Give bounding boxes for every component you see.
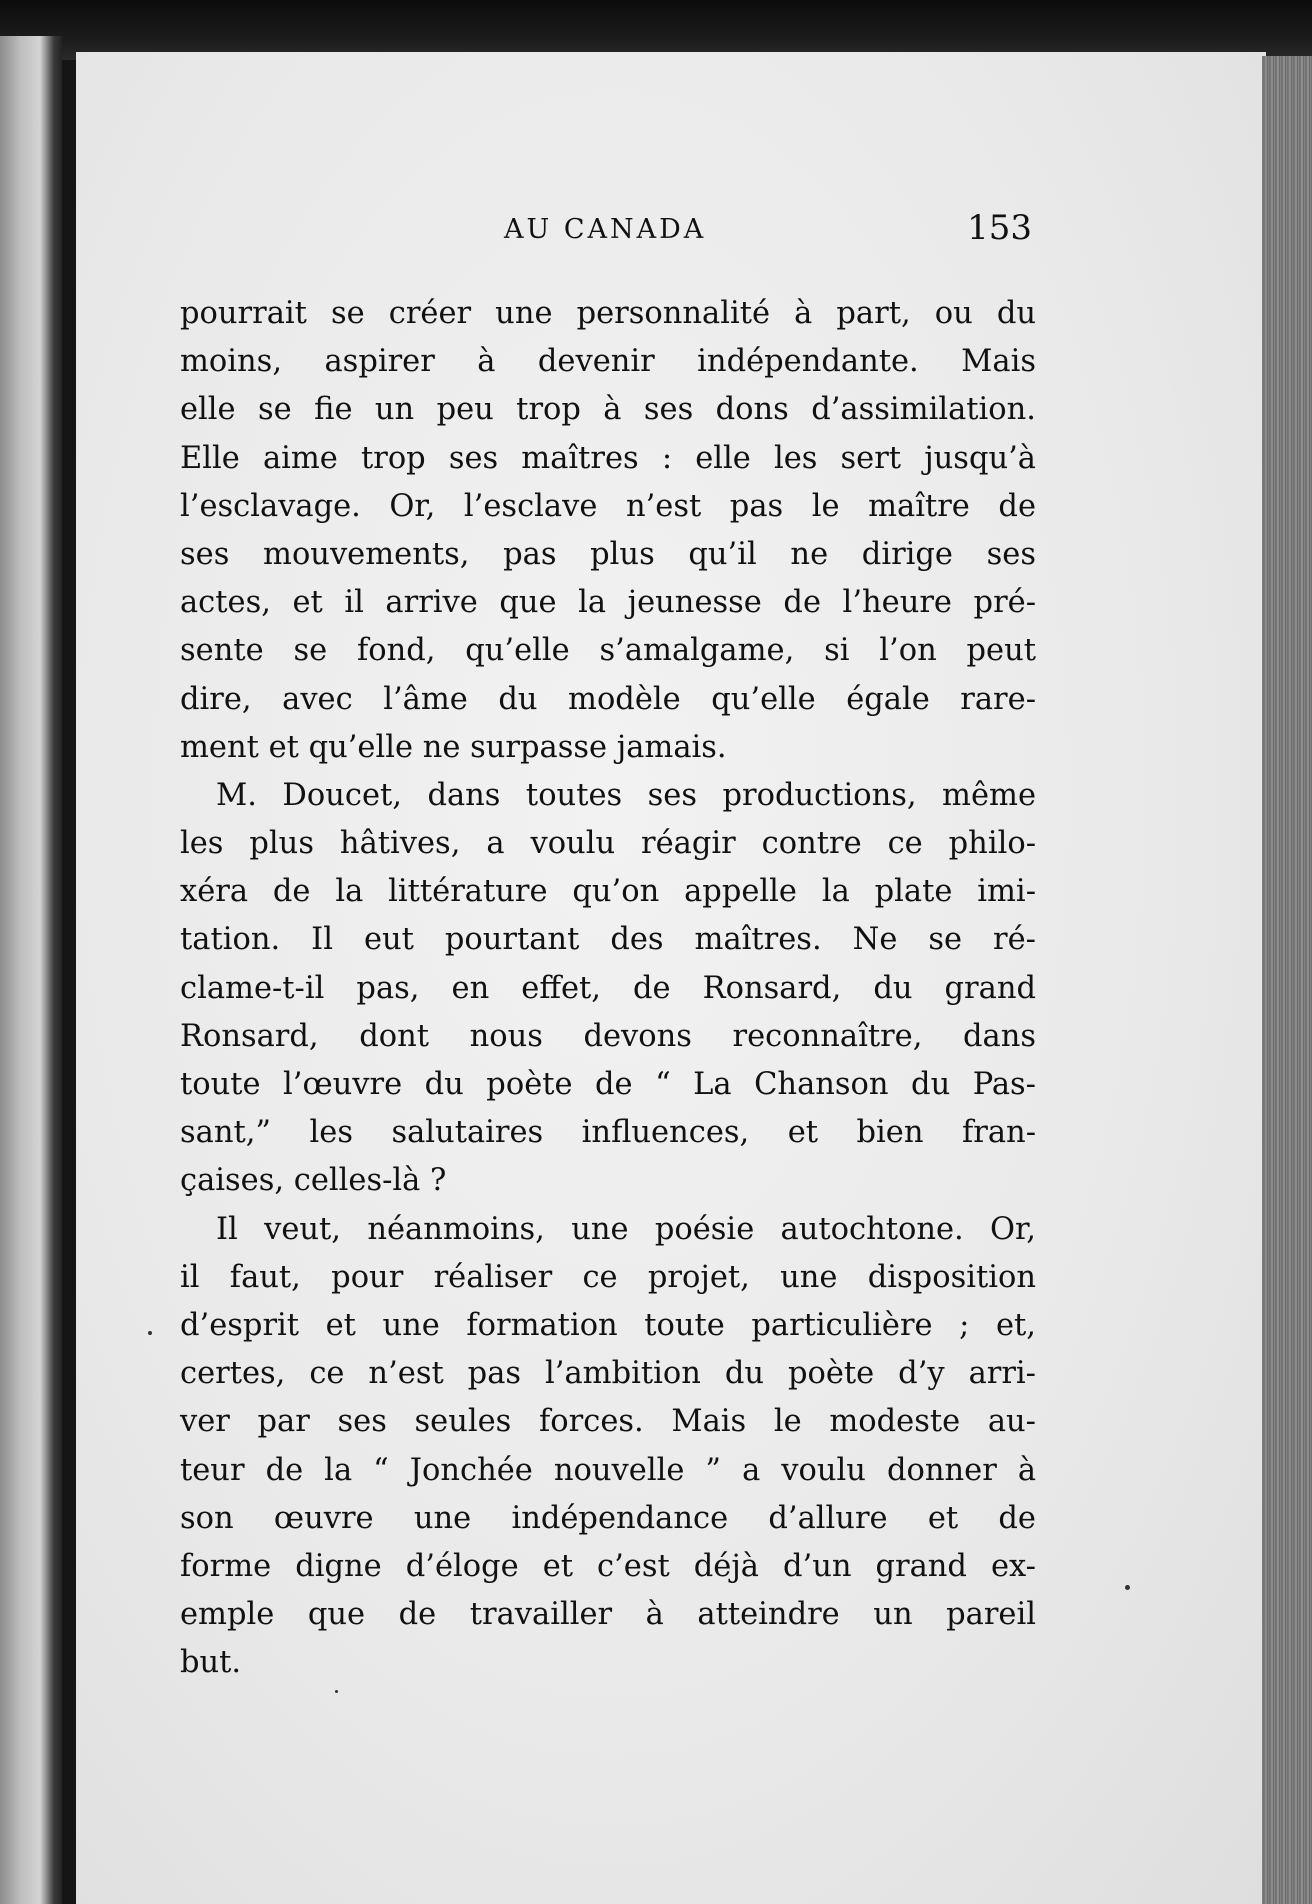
text-line: il faut, pour réaliser ce projet, une disposition <box>180 1259 1036 1295</box>
text-line: pourrait se créer une personnalité à part, ou du <box>180 296 1036 331</box>
text-line: toute l’œuvre du poète de “ La Chanson du Pas- <box>180 1067 1036 1102</box>
speck <box>1125 1585 1130 1590</box>
text-line: son œuvre une indépendance d’allure et de <box>180 1500 1036 1536</box>
text-line: but. <box>180 1645 242 1681</box>
text-line: xéra de la littérature qu’on appelle la plate imi- <box>180 874 1036 910</box>
text-line: certes, ce n’est pas l’ambition du poète d’y arri- <box>180 1356 1036 1392</box>
previous-page-edge <box>0 36 62 1904</box>
page-number: 153 <box>967 208 1032 248</box>
text-line: M. Doucet, dans toutes ses productions, même <box>216 777 1036 813</box>
text-line: moins, aspirer à devenir indépendante. Mais <box>180 344 1036 380</box>
paragraph <box>180 1206 1036 1688</box>
text-line: clame-t-il pas, en effet, de Ronsard, du grand <box>180 970 1036 1006</box>
body-text <box>180 290 1036 1687</box>
page-header <box>178 208 1032 256</box>
text-line: les plus hâtives, a voulu réagir contre ce philo- <box>180 826 1036 862</box>
text-line: sente se fond, qu’elle s’amalgame, si l’on peut <box>180 633 1036 669</box>
text-line: d’esprit et une formation toute particulière ; et, <box>180 1307 1036 1343</box>
text-line: Elle aime trop ses maîtres : elle les sert jusqu’à <box>180 440 1036 476</box>
speck <box>148 1331 152 1335</box>
text-line: sant,” les salutaires influences, et bien fran- <box>180 1115 1036 1151</box>
text-line: elle se fie un peu trop à ses dons d’assimilation. <box>180 392 1036 428</box>
paragraph <box>180 290 1036 772</box>
speck <box>335 1690 338 1693</box>
text-line: ment et qu’elle ne surpasse jamais. <box>180 729 727 765</box>
text-line: Ronsard, dont nous devons reconnaître, dans <box>180 1018 1036 1054</box>
text-line: çaises, celles-là ? <box>180 1163 447 1199</box>
paragraph <box>180 772 1036 1206</box>
text-line: Il veut, néanmoins, une poésie autochtone. Or, <box>216 1211 1036 1247</box>
text-line: forme digne d’éloge et c’est déjà d’un grand ex- <box>180 1548 1036 1584</box>
text-line: l’esclavage. Or, l’esclave n’est pas le maître de <box>180 488 1036 524</box>
text-line: emple que de travailler à atteindre un pareil <box>180 1597 1036 1633</box>
text-line: actes, et il arrive que la jeunesse de l’heure pré- <box>180 585 1036 621</box>
top-shadow <box>0 0 1312 60</box>
running-title: AU CANADA <box>504 214 707 245</box>
text-line: teur de la “ Jonchée nouvelle ” a voulu donner à <box>180 1452 1036 1488</box>
text-line: dire, avec l’âme du modèle qu’elle égale rare- <box>180 681 1036 717</box>
text-line: tation. Il eut pourtant des maîtres. Ne se ré- <box>180 922 1036 958</box>
text-line: ver par ses seules forces. Mais le modeste au- <box>180 1404 1036 1440</box>
text-line: ses mouvements, pas plus qu’il ne dirige ses <box>180 536 1036 572</box>
page-stack-edge <box>1262 56 1312 1904</box>
